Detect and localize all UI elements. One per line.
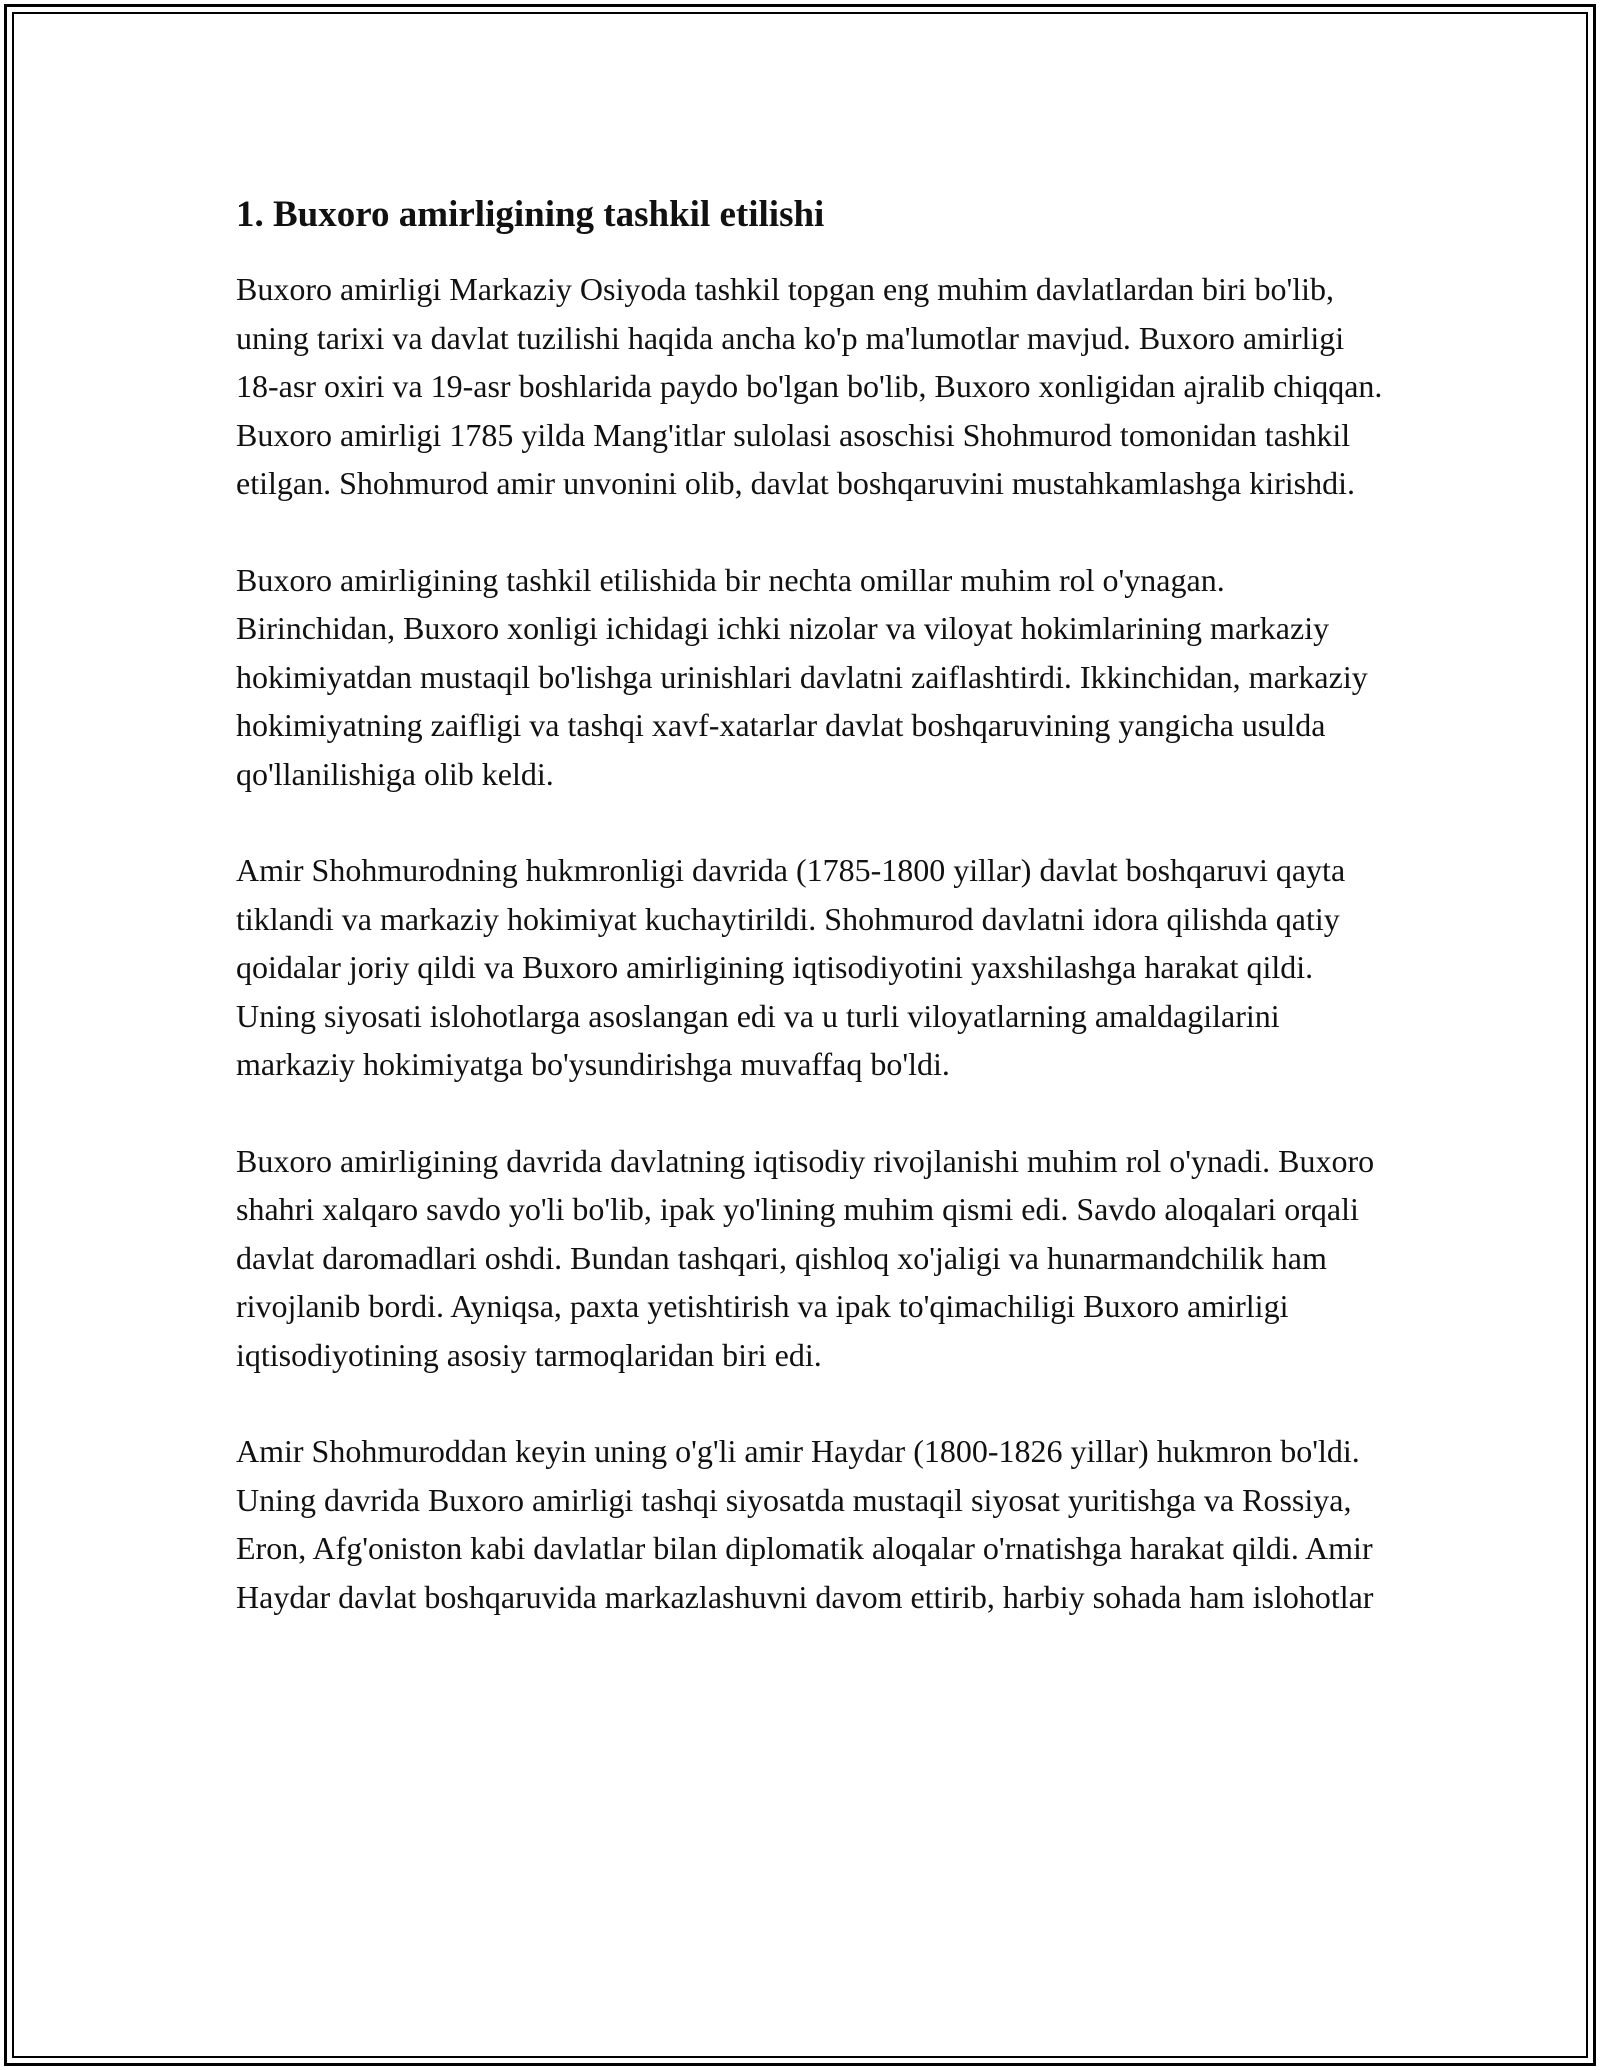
document-body xyxy=(236,185,1386,1669)
paragraph-5: Amir Shohmuroddan keyin uning o'g'li amir Haydar (1800-1826 yillar) hukmron bo'ldi. Uning davrida Buxoro amirligi tashqi siyosatda mustaqil siyosat yuritishga va Rossiya, Eron, Afg'oniston kabi davlatlar bilan diplomatik aloqalar o'rnatishga harakat qildi. Amir Haydar davlat boshqaruvida markazlashuvni davom ettirib, harbiy sohada ham islohotlar xyxy=(236,1433,1374,1615)
paragraph-1: Buxoro amirligi Markaziy Osiyoda tashkil topgan eng muhim davlatlardan biri bo'lib, uning tarixi va davlat tuzilishi haqida ancha ko'p ma'lumotlar mavjud. Buxoro amirligi 18-asr oxiri va 19-asr boshlarida paydo bo'lgan bo'lib, Buxoro xonligidan ajralib chiqqan. Buxoro amirligi 1785 yilda Mang'itlar sulolasi asoschisi Shohmurod tomonidan tashkil etilgan. Shohmurod amir unvonini olib, davlat boshqaruvini mustahkamlashga kirishdi. xyxy=(236,271,1383,501)
paragraph-3: Amir Shohmurodning hukmronligi davrida (1785-1800 yillar) davlat boshqaruvi qayta tiklandi va markaziy hokimiyat kuchaytirildi. Shohmurod davlatni idora qilishda qatiy qoidalar joriy qildi va Buxoro amirligining iqtisodiyotini yaxshilashga harakat qildi. Uning siyosati islohotlarga asoslangan edi va u turli viloyatlarning amaldagilarini markaziy hokimiyatga bo'ysundirishga muvaffaq bo'ldi. xyxy=(236,852,1346,1082)
paragraph-2: Buxoro amirligining tashkil etilishida bir nechta omillar muhim rol o'ynagan. Birinchidan, Buxoro xonligi ichidagi ichki nizolar va viloyat hokimlarining markaziy hokimiyatdan mustaqil bo'lishga urinishlari davlatni zaiflashtirdi. Ikkinchidan, markaziy hokimiyatning zaifligi va tashqi xavf-xatarlar davlat boshqaruvining yangicha usulda qo'llanilishiga olib keldi. xyxy=(236,561,1368,792)
section-heading: 1. Buxoro amirligining tashkil etilishi xyxy=(236,194,825,235)
paragraph-4: Buxoro amirligining davrida davlatning iqtisodiy rivojlanishi muhim rol o'ynadi. Buxoro shahri xalqaro savdo yo'li bo'lib, ipak yo'lining muhim qismi edi. Savdo aloqalari orqali davlat daromadlari oshdi. Bundan tashqari, qishloq xo'jaligi va hunarmandchilik ham rivojlanib bordi. Ayniqsa, paxta yetishtirish va ipak to'qimachiligi Buxoro amirligi iqtisodiyotining asosiy tarmoqlaridan biri edi. xyxy=(236,1142,1375,1373)
